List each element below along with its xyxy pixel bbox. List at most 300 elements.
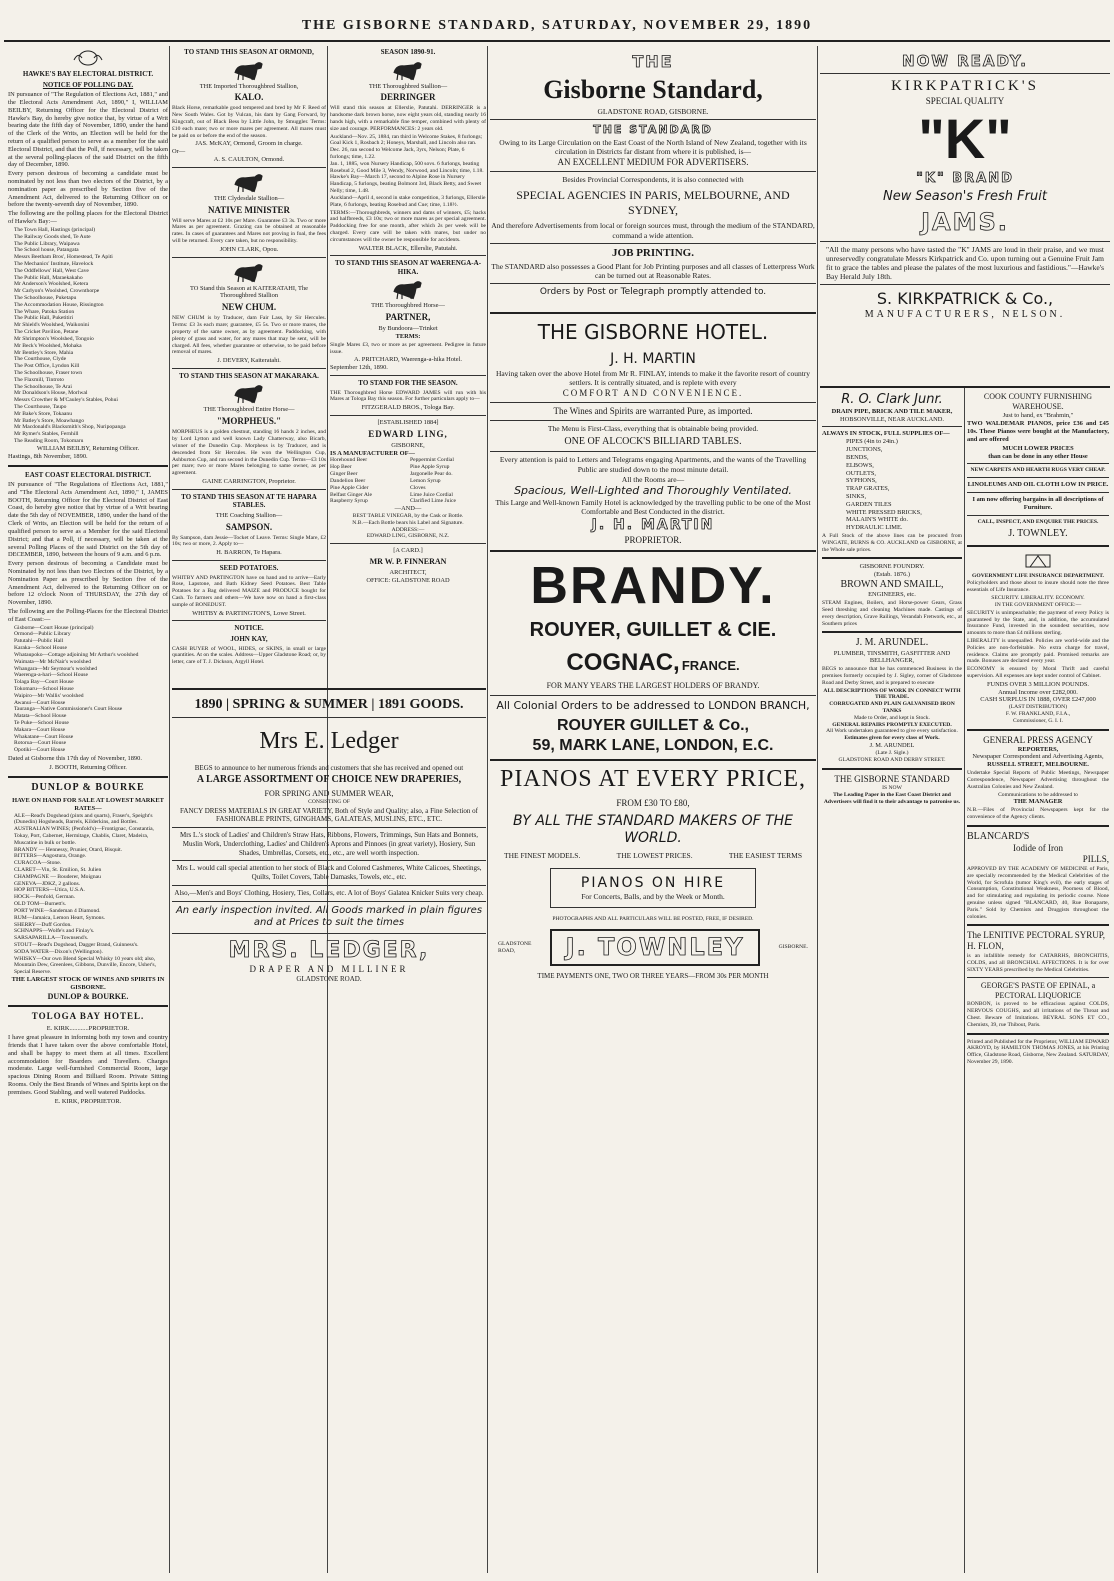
ledger-footer-role: DRAPER AND MILLINER (249, 964, 409, 975)
gpa-manager: THE MANAGER (1013, 798, 1063, 806)
hotel-spacious: Spacious, Well-Lighted and Thoroughly Ventilated. (514, 483, 792, 497)
notice-name: JOHN KAY, (230, 634, 268, 643)
mark-lane: 59, MARK LANE, LONDON, E.C. (532, 736, 774, 754)
divider (172, 167, 326, 168)
el-and: —AND— (394, 505, 422, 513)
dunlop-items (8, 813, 168, 977)
wine-item: SODA WATER—Dixon's (Wellington). (14, 948, 103, 955)
coat-of-arms-icon (68, 48, 108, 68)
stock-item: GARDEN TILES (846, 500, 892, 508)
polling-place: The Public Hall, Puketitiri (14, 315, 74, 322)
column-2 (172, 46, 326, 686)
race-record: Hawke's Bay—March 17, second to Alpine Rose in Nursery Handicap, 5 furlongs, beating Bolmont 3rd, Black Betty, and Sweet Nelly; time, 1.48. (330, 174, 482, 195)
stock-item: OUTLETS, (846, 469, 876, 477)
polling-place: Whataupoko—Cottage adjoining Mr Arthur's woolshed (14, 651, 139, 658)
product-item: Dandelion Beer (330, 477, 366, 484)
nc-name: NEW CHUM. (221, 302, 277, 313)
divider (490, 759, 816, 761)
hotel-billiard: ONE OF ALCOCK'S BILLIARD TABLES. (564, 436, 742, 448)
kirk-special: SPECIAL QUALITY (925, 95, 1005, 106)
column-4 (490, 46, 816, 1573)
masthead: THE GISBORNE STANDARD, SATURDAY, NOVEMBER 29, 1890 (301, 18, 813, 33)
standard-therefore: And therefore Advertisements from local or foreign sources must, through the medium of the STANDARD, command a wide attention. (491, 221, 815, 240)
column-5b (967, 392, 1109, 1573)
column-1 (8, 46, 168, 1573)
divider (820, 386, 1110, 388)
product-item: Horehound Beer (330, 457, 368, 464)
column-5-top (820, 46, 1110, 386)
divider (967, 477, 1109, 478)
gs-name: THE GISBORNE STANDARD (834, 773, 950, 784)
gov-sign: F. W. FRANKLAND, F.I.A., (1005, 711, 1071, 718)
par-head: TO STAND THIS SEASON AT WAERENGA-A-HIKA. (334, 259, 482, 276)
polling-place: Mr Donaldson's House, Morlwal (14, 390, 88, 397)
hotel-prop: PROPRIETOR. (624, 534, 682, 545)
gpa-street: RUSSELL STREET, MELBOURNE. (987, 761, 1089, 769)
product-item: Pine Apple Cider (330, 484, 369, 491)
divider (172, 257, 326, 258)
gs-body: The Leading Paper in the East Coast District and Advertisers will find it to their advantage to patronise us. (823, 792, 961, 806)
ledger-mens: Also,—Men's and Boys' Clothing, Hosiery, Ties, Collars, etc. A lot of Boys' Galatea Knicker Suits very cheap. (174, 888, 484, 897)
der-intro: THE Thoroughbred Stallion— (368, 82, 448, 90)
gov-liberality: LIBERALITY is unequalled. Policies are world-wide and the Policies are non-forfeitable. No extra charge for travel, residence. Claims are promptly paid. Promised remarks are made. Bonuses are declared every year. (967, 637, 1109, 665)
sam-sign: H. BARRON, Te Hapara. (216, 549, 282, 557)
product-item: Peppermint Cordial (410, 457, 454, 464)
orders-note: Orders by Post or Telegraph promptly attended to. (539, 287, 767, 298)
divider (172, 717, 486, 718)
polling-place: Ormond—Public Library (14, 631, 71, 638)
blancard-name: BLANCARD'S (967, 830, 1030, 842)
hb-title: HAWKE'S BAY ELECTORAL DISTRICT. (22, 70, 154, 78)
gpa-under: Undertake Special Reports of Public Meetings, Newspaper Correspondence, Newspaper Advertising throughout the Australian Colonies and New Zealand. (967, 770, 1109, 790)
par-name: PARTNER, (385, 312, 431, 323)
standard-address: GLADSTONE ROAD, GISBORNE. (597, 107, 709, 117)
polling-place: Waimata—Mr McNair's woolshed (14, 658, 91, 665)
wine-item: AUSTRALIAN WINES; (Penfold's)—Frontignac, Constantia, Tokay, Port, Cabernet, Hermitage, Chablis, Claret, Madeira, Muscatine in bulk or bottle. (14, 826, 154, 846)
kalo-head: TO STAND THIS SEASON AT ORMOND, (184, 48, 314, 56)
column-rule (964, 388, 965, 1573)
divider (967, 1033, 1109, 1035)
gpa-body: Newspaper Correspondent and Advertising Agents, (972, 753, 1104, 761)
wine-item: GENEVA—JDKZ, 2 gallons. (14, 880, 81, 887)
cc-name: COOK COUNTY FURNISHING WAREHOUSE. (983, 392, 1093, 411)
wine-item: OLD TOM—Burnett's. (14, 901, 67, 908)
divider (820, 73, 1110, 74)
wine-item: HOP BITTERS—Utica, U.S.A. (14, 887, 85, 894)
foundry-name: GISBORNE FOUNDRY. (859, 563, 925, 571)
hb-places-list (8, 227, 168, 445)
divider (172, 620, 326, 621)
divider (822, 768, 962, 770)
kalo-sign: JAS. McKAY, Ormond, Groom in charge. (195, 140, 303, 148)
lenitive-body: is an infallible remedy for CATARRHS, BRONCHITIS, COLDS, and all BRONCHIAL AFFECTIONS. It is for over SIXTY YEARS prescribed by the Medical Celebrities. (967, 953, 1109, 973)
polling-place: Mr Bentley's Store, Mahia (14, 349, 74, 356)
par-terms-heading: TERMS: (395, 333, 421, 341)
gov-sign-2: Commissioner, G. I. I. (1013, 717, 1063, 724)
kirk-brand: "K" BRAND (916, 170, 1014, 186)
polling-place: Mr Beck's Woolshed, Mohaka (14, 342, 82, 349)
polling-place: Opotiki—Court House (14, 747, 66, 754)
polling-place: Mr Carlyon's Woolshed, Crownthorpe (14, 288, 100, 295)
divider (490, 243, 816, 244)
polling-place: Messrs Crowther & M'Cauley's Stables, Pohui (14, 397, 118, 404)
divider (967, 463, 1109, 464)
townley-left-1: GLADSTONE (498, 940, 532, 947)
sam-name: SAMPSON. (225, 521, 273, 532)
polling-place: Mr Rymer's Stables, Fernhill (14, 431, 79, 438)
established: [ESTABLISHED 1884] (377, 419, 439, 427)
divider (490, 695, 816, 696)
polling-place: Awanui—Court House (14, 699, 66, 706)
divider (490, 550, 816, 552)
cc-new: NEW CARPETS AND HEARTH RUGS VERY CHEAP. (970, 467, 1106, 474)
column-rule (817, 46, 818, 1573)
hotel-sign: J. H. MARTIN (591, 517, 715, 534)
mph-intro: THE Thoroughbred Entire Horse— (203, 406, 295, 414)
hotel-ack: This Large and Well-known Family Hotel is acknowledged by the travelling public to be one of the Most Comfortable and Best Conducted in the district. (495, 498, 811, 517)
notice-body: CASH BUYER of WOOL, HIDES, or SKINS, in small or large quantities. At on the scales. Address—Upper Gladstone Road; or, by letter, care of T. J. Dickson, Argyll Hotel. (172, 645, 326, 666)
polling-place: The Schoolhouse, Fraser town (14, 369, 83, 376)
pianos-finest: THE FINEST MODELS. (504, 850, 581, 860)
wine-item: HOCK—Penfold, German. (14, 894, 76, 901)
pianos-title: PIANOS AT EVERY PRICE, (499, 766, 807, 793)
divider (172, 933, 486, 934)
product-item: Clarified Lime Juice (410, 498, 456, 505)
nm-body: Will serve Mares at £2 10s per Mare. Guarantee £3 3s. Two or more Mares as per agreement. Grazing can be obtained at reasonable rates. In cases of guarantees and Mares not proving in foal, the fees will be returned. Every care taken, but no responsibility. (172, 217, 326, 245)
el-products-left (330, 457, 406, 505)
par-terms: Single Mares £3, two or more as per agreement. Pedigree in future issue. (330, 341, 486, 355)
blancard-iodide: Iodide of Iron (1013, 842, 1063, 853)
product-item: Lime Juice Cordial (410, 491, 453, 498)
divider (490, 171, 816, 172)
hotel-attention: Every attention is paid to Letters and Telegrams engaging Apartments, and the wants of the Travelling Public are studied down to the most minute detail. (499, 455, 807, 474)
cc-just: Just to hand, ex "Brahmin," (1002, 411, 1074, 419)
wine-item: RUM—Jamaica, Lemon Heart, Symons. (14, 914, 106, 921)
blancard-pills: PILLS, (1082, 853, 1109, 864)
gov-income: Annual Income over £282,000. (998, 688, 1078, 696)
townley-time: TIME PAYMENTS ONE, TWO OR THREE YEARS—FROM 30s PER MONTH (537, 972, 769, 981)
kirk-quote: "All the many persons who have tasted the "K" JAMS are loud in their praise, and we must unreservedly congratulate Messrs Kirkpatrick and Co. upon turning out a Genuine Fruit Jam fit to grace the tables and please the palates of the most luxurious and fastidious."—Hawke's Bay Herald July 18th. (826, 244, 1104, 281)
par-date: September 12th, 1890. (330, 364, 388, 372)
product-item: Pine Apple Syrup (410, 464, 450, 471)
wine-item: CHAMPAGNE — Bouderer, Moignau (14, 873, 101, 880)
kalo-body: Black Horse, remarkable good tempered and bred by Mr F. Reed of New South Wales. Got by Vulcan, his dam by Gang Forward, by Kingcraft, out of Black Bess by Little John, by Smuggler. Terms: £10 each mare; two or more mares per agreement. All mares must be paid on or before the end of the season. (172, 105, 326, 139)
nc-intro: TO Stand this Season at KAITERATAHI, The Thoroughbred Stallion (190, 284, 308, 300)
arundel-name: J. M. ARUNDEL. (855, 637, 929, 649)
ec-body: IN pursuance of "The Regulations of Elections Act, 1881," and "The Electoral Acts Amendment Act, 1890," I, JAMES BOOTH, Returning Officer for the Electoral District of East Coast, do hereby give notice that by virtue of a Writ bearing date the 5th day of NOVEMBER, 1890, under the hand of the Clerk of Writs, an Election will be held for the return of a qualified person to serve as a Member for the said Electoral District; and that a Poll, if necessary, will be taken at the several Polling Places of the said District on the 5th day of DECEMBER, 1890, between the hours of 9 a.m. and 6 p.m. (8, 481, 168, 559)
ej-body: THE Thoroughbred Horse EDWARD JAMES will run with his Mares at Tologa Bay this season. For further particulars apply to— (330, 389, 486, 403)
el-products (330, 457, 486, 505)
hire-title: PIANOS ON HIRE (580, 874, 726, 891)
arundel-body: BEGS to announce that he has commenced Business in the premises formerly occupied by J. Sigley, corner of Gladstone Road and Derby Street, and is prepared to execute (822, 666, 962, 686)
polling-place: Gisborne—Court House (principal) (14, 624, 94, 631)
polling-place: Tauranga—Native Commissioner's Court House (14, 706, 123, 713)
standard-sub: THE STANDARD (593, 123, 713, 137)
polling-place: Makara—Court House (14, 726, 66, 733)
divider (172, 489, 326, 490)
hotel-rooms: All the Rooms are— (621, 474, 685, 484)
par-by: By Bundoora—Trinket (378, 325, 438, 333)
ec-places-intro: The following are the Polling-Places for the Electoral District of East Coast:— (8, 608, 168, 623)
cognac: COGNAC, (566, 648, 680, 676)
wine-item: WHISKY—Our own Blend Special Whisky 10 years old; also, Mountain Dew, Greenlees, Gibbons, Dunville, Encore, Usher's, Special Reserve. (14, 955, 157, 976)
hire-sub: For Concerts, Balls, and by the Week or Month. (581, 891, 725, 901)
standard-the: THE (632, 52, 674, 71)
divider (822, 426, 962, 427)
ledger-footer-addr: GLADSTONE ROAD. (296, 975, 362, 984)
polling-place: Mr Macdonald's Blacksmith's Shop, Nuripopanga (14, 424, 126, 431)
lenitive-name: The LENITIVE PECTORAL SYRUP, H. FLON, (967, 930, 1105, 952)
polling-place: Mr Bake's Store, Tokaanu (14, 410, 72, 417)
divider (967, 492, 1109, 493)
kalo-or: Or— (172, 148, 186, 156)
stock-item: WHITE PRESSED BRICKS, (846, 508, 922, 516)
cc-pianos: TWO WALDEMAR PIANOS, price £36 and £45 10s. These Pianos were bought at the Manufactory, and are offered (967, 420, 1109, 443)
clark-loc: HOBSONVILLE, NEAR AUCKLAND. (839, 415, 945, 423)
finneran-role: ARCHITECT, (389, 568, 427, 576)
clark-role: DRAIN PIPE, BRICK AND TILE MAKER, (831, 407, 953, 415)
ledger-season: 1890 | SPRING & SUMMER | 1891 GOODS. (194, 697, 464, 712)
tologa-title: TOLOGA BAY HOTEL. (31, 1011, 145, 1022)
arundel-iron: CORRUGATED AND PLAIN GALVANISED IRON TANKS (829, 701, 955, 715)
hotel-comfort: COMFORT AND CONVENIENCE. (562, 388, 744, 399)
product-item: Hop Beer (330, 464, 352, 471)
kirk-name: KIRKPATRICK'S (891, 78, 1039, 95)
sam-intro: THE Coaching Stallion— (215, 511, 283, 519)
wine-item: SCHNAPPS—Wolfe's and Finlay's. (14, 928, 95, 935)
divider (490, 402, 816, 403)
clark-name: R. O. Clark Junr. (841, 392, 943, 407)
stock-item: ELBOWS, (846, 461, 874, 469)
polling-place: Whangara—Mr Seymour's woolshed (14, 665, 98, 672)
stock-item: SYPHONS, (846, 477, 877, 485)
polling-place: Matata—School House (14, 713, 67, 720)
polling-place: Mr Anderson's Woolshed, Ketera (14, 281, 89, 288)
arundel-sign: J. M. ARUNDEL (869, 742, 915, 750)
hotel-owner: J. H. MARTIN (610, 350, 696, 367)
gov-in: IN THE GOVERNMENT OFFICE:— (994, 601, 1082, 608)
polling-place: Mr Shrimpton's Woolshed, Tongoio (14, 335, 94, 342)
dunlop-title: DUNLOP & BOURKE (31, 781, 145, 793)
foundry-body: STEAM Engines, Boilers, and Horse-power Gears, Grass Seed threshing and cleaning Machines made. Castings of every description, Grave Railings, Verandah Fretwork, etc., at Southern prices (822, 600, 962, 627)
polling-place: The Schoolhouse, Puketapu (14, 295, 77, 301)
divider (490, 451, 816, 452)
masthead-rule (4, 40, 1110, 42)
el-town: GISBORNE, (391, 441, 425, 449)
gov-three: SECURITY. LIBERALITY. ECONOMY. (991, 595, 1085, 602)
pianos-from: FROM £30 TO £80, (616, 797, 690, 808)
rouyer-name: ROUYER, GUILLET & CIE. (529, 618, 777, 641)
race-record: Auckland—Nov. 25, 1884, ran third in Welcome Stakes, 8 furlongs; Goal Kick 1, Rosbach 2; Honeys, Marshall, and Lincoln also ran. (330, 133, 483, 147)
divider (967, 729, 1109, 731)
arundel-all: ALL DESCRIPTIONS OF WORK IN CONNECT WITH THE TRADE. (823, 687, 961, 701)
kalo-name: KALO. (234, 92, 264, 103)
wine-item: CLARET—Vin, St. Emilion, St. Julien (14, 867, 102, 874)
horse-icon (390, 59, 426, 81)
largest-holders: FOR MANY YEARS THE LARGEST HOLDERS OF BRANDY. (546, 681, 760, 691)
polling-place: The Schoolhouse, Te Arai (14, 383, 72, 390)
divider (490, 119, 816, 120)
blancard-body: APPROVED BY THE ACADEMY OF MEDICINE of Paris, are specially recommended by the Medical Celebrities of the World, for Scrofula (tumor King's evil), the early stages of Consumption, Constitutional Weakness, Poorness of Blood, and for stimulating and regulating its periodic course. None genuine unless signed "BLANCARD, 40, Rue Bonaparte, Paris." Sold by Chemists and Druggists throughout the colonies. (967, 865, 1109, 920)
cc-than: than can be done in any other House (988, 452, 1088, 460)
par-intro: THE Thoroughbred Horse— (371, 302, 445, 310)
job-body: The STANDARD also possesses a Good Plant for Job Printing purposes and all classes of Letterpress Work can be turned out at Reasonable Rates. (491, 262, 815, 281)
divider (172, 885, 486, 886)
divider (820, 284, 1110, 285)
der-races (330, 134, 486, 209)
kalo-intro: THE Imported Thoroughbred Stallion, (199, 82, 299, 90)
polling-place: The Courthouse, Taupo (14, 404, 67, 410)
mph-name: "MORPHEUS." (216, 416, 282, 427)
hb-sign: WILLIAM BEILBY, Returning Officer. (36, 444, 140, 452)
divider (172, 860, 486, 861)
polling-place: Waipiro—Mr Wallis' woolshed (14, 692, 84, 699)
clark-always: ALWAYS IN STOCK, FULL SUPPLIES OF— (822, 430, 950, 438)
polling-place: The Post Office, Lyndon Kill (14, 363, 80, 370)
stock-item: TRAP GRATES, (846, 485, 890, 493)
kirk-co: S. KIRKPATRICK & Co., (876, 289, 1054, 309)
arundel-guarantee: All Work undertaken guaranteed to give every satisfaction. (826, 728, 958, 735)
kirk-k: "K" (918, 106, 1012, 170)
wine-item: PORT WINE—Sandeman 4 Diamond. (14, 907, 101, 914)
gov-funds: FUNDS OVER 3 MILLION POUNDS. (986, 680, 1090, 688)
standard-body: Owing to its Large Circulation on the East Coast of the North Island of New Zealand, together with its circulation in Districts far distant from where it is published, is— (499, 137, 807, 156)
divider (172, 901, 486, 902)
ec-sign: J. BOOTH, Returning Officer. (49, 763, 127, 771)
kirk-mfr: MANUFACTURERS, NELSON. (864, 308, 1066, 320)
card-label: [A CARD.] (393, 547, 423, 555)
stock-item: PIPES (4in to 24in.) (846, 438, 898, 446)
georges-body: BONBON, is proved to be efficacious against COLDS, NERVOUS COUGHS, and all irritations of the Throat and Chest. Beware of Imitations. BEYRAL SONS ET CO., Chemists, 39, rue Thibout, Paris. (967, 1001, 1109, 1028)
tologa-body: I have great pleasure in informing both my town and country friends that I have taken over the above comfortable Hotel, and shall be happy to meet them at all times. Excellent accommodation for Boarders and Travellers. Charges moderate. Large well-furnished Commercial Room, large spacious Dining Room and Billiard Room. Private Sitting Rooms. Only the Best Brands of Wines and Spirits kept on the premises. Good Stabling, and well watered Paddocks. (8, 1034, 168, 1096)
georges-name: GEORGE'S PASTE OF EPINAL, a PECTORAL LIQUORICE (980, 980, 1096, 1000)
arundel-late: (Late J. Sigle.) (875, 749, 909, 756)
par-sign: A. PRITCHARD, Waerenga-a-hika Hotel. (354, 356, 462, 364)
nc-body: NEW CHUM is by Traducer, dam Fair Lass, by Sir Hercules. Terms: £3 3s each mare; guarantee, £5 5s. Two or more mares, the property of the same owner, as by agreement. Paddocking, with plenty of grass and water, for any mares that may be sent, will be charged. All fees, whether guarantee or otherwise, to be paid before removal of mares. (172, 315, 326, 356)
imprint: Printed and Published for the Proprietor, WILLIAM EDWARD AKROYD, by HAMILTON THOMAS JONES, at his Printing Office, Gladstone Road, Gisborne, New Zealand. SATURDAY, November 29, 1890. (967, 1038, 1109, 1065)
divider (967, 977, 1109, 978)
hotel-title: THE GISBORNE HOTEL. (537, 320, 769, 345)
der-head: SEASON 1890-91. (380, 48, 436, 56)
colonial-orders: All Colonial Orders to be addressed to LONDON BRANCH, (496, 698, 810, 712)
townley-left (498, 941, 531, 955)
divider (822, 631, 962, 633)
polling-place: The Flaxmill, Tintroto (14, 376, 64, 383)
el-address: EDWARD LING, GISBORNE, N.Z. (366, 533, 450, 540)
divider (330, 415, 486, 416)
product-item: Ginger Beer (330, 471, 358, 478)
divider (172, 560, 326, 561)
polling-place: The Reading Room, Tokomaru (14, 438, 84, 445)
divider (330, 255, 486, 256)
divider (330, 375, 486, 376)
polling-place: The Courthouse, Clyde (14, 356, 67, 363)
townley-right: GISBORNE. (778, 944, 808, 951)
townley-row (490, 929, 816, 966)
divider (820, 241, 1110, 242)
rouyer-co: ROUYER GUILLET & Co., (557, 717, 749, 735)
polling-place: The Oddfellows' Hall, West Cave (14, 267, 89, 274)
wine-item: SHERRY—Duff Gordon. (14, 921, 72, 928)
polling-place: The Whare, Patoka Station (14, 308, 75, 315)
gs-now: IS NOW (882, 784, 902, 791)
ec-title: EAST COAST ELECTORAL DISTRICT. (25, 470, 151, 479)
mph-sign: GAINE CARRINGTON, Proprietor. (202, 477, 296, 485)
el-products-right (410, 457, 486, 505)
ledger-consisting: CONSISTING OF (308, 798, 350, 805)
ledger-heading: A LARGE ASSORTMENT OF CHOICE NEW DRAPERIES, (196, 774, 462, 786)
kirk-jams: JAMS. (921, 208, 1009, 237)
gpa-reporters: REPORTERS, (1017, 745, 1059, 753)
government-crest-icon (1018, 551, 1058, 571)
el-address-heading: ADDRESS:— (391, 526, 425, 533)
ec-body-2: Every person desirous of becoming a Candidate must be Nominated by not less than two Electors of the District, by a Nomination Paper as prescribed by Section five of the Amendment Act, delivered to the Returning Officer on or before 12 o'clock Noon of THURSDAY, the 27th day of November, 1890. (8, 560, 168, 607)
gov-note: Policyholders and those about to insure should note the three essentials of Life Insurance. (967, 580, 1109, 594)
polling-place: Mr Shield's Woolshed, Waikonini (14, 322, 90, 329)
polling-place: The Town Hall, Hastings (principal) (14, 226, 96, 233)
brandy-title: BRANDY. (530, 556, 776, 615)
standard-title: Gisborne Standard, (543, 74, 763, 104)
horse-icon (231, 59, 267, 81)
polling-place: The Cricket Pavilion, Petane (14, 329, 79, 336)
polling-place: Whakatane—Court House (14, 733, 74, 740)
arundel-estimates: Estimates given for every class of Work. (844, 735, 940, 742)
cc-lino: LINOLEUMS AND OIL CLOTH LOW IN PRICE. (967, 481, 1109, 489)
wine-item: CURACOA—Stone. (14, 860, 62, 867)
ec-dated: Dated at Gisborne this 17th day of November, 1890. (8, 755, 142, 763)
polling-place: The School house, Patangata (14, 247, 79, 254)
townley-left-2: ROAD, (498, 947, 516, 954)
der-sign: WALTER BLACK, Ellerslie, Patutahi. (358, 244, 458, 252)
mph-head: TO STAND THIS SEASON AT MAKARAKA. (179, 371, 319, 380)
horse-icon (231, 171, 267, 193)
dunlop-footer-1: THE LARGEST STOCK OF WINES AND SPIRITS IN GISBORNE. (11, 976, 165, 991)
el-vinegar: BEST TABLE VINEGAR, by the Cask or Bottle. (352, 512, 464, 519)
standard-medium: AN EXCELLENT MEDIUM FOR ADVERTISERS. (557, 157, 749, 168)
product-item: Raspberry Syrup (330, 498, 368, 505)
hotel-menu: The Menu is First-Class, everything that is obtainable being provided. (547, 424, 759, 434)
mph-body: MORPHEUS is a golden chestnut, standing 16 hands 2 inches, and by Lord Lytton and well known Lady Chatterway, also Bicarb, winner of the Dunedin Cup. Morpheus is by Traducer, and is descended from Sir Hercules. He won the Wellington Cup, Ashburton Cup, and ran second in the Dunedin Cup. Terms—£3 10s per mare; two or more Mares belonging to same owner, as per agreement. (172, 429, 326, 477)
clark-items (822, 438, 962, 532)
stock-item: BENDS, (846, 453, 869, 461)
sam-head: TO STAND THIS SEASON AT TE HAPARA STABLES. (181, 492, 317, 510)
der-terms: TERMS:—Thoroughbreds, winners and dams of winners, £5; hacks and halfbreeds, £3 10s; two or more mares as per special agreement. Paddocking free for one month, after which 2s per week will be charged. Every care will be taken with mares, but under no circumstances will the owner be responsible for accidents. (330, 209, 486, 243)
polling-place: Patutahi—Public Hall (14, 638, 64, 645)
dunlop-intro: HAVE ON HAND FOR SALE AT LOWEST MARKET RATES— (12, 796, 164, 812)
job-title: JOB PRINTING. (612, 246, 694, 259)
race-record: Dec. 26, ran second to Welcome Jack, 3yrs, Nelson; Plate, 6 furlongs; time, 1.22. (330, 147, 465, 160)
wine-item: SARSAPARILLA—Townsend's. (14, 935, 89, 942)
tologa-sign: E. KIRK, PROPRIETOR. (54, 1097, 122, 1105)
hotel-body: Having taken over the above Hotel from Mr R. FINLAY, intends to make it the favorite resort of country settlers. It is centrally situated, and is replete with every (495, 368, 811, 387)
polling-place: Karaka—School House (14, 645, 67, 652)
polling-place: The Railway Goods shed, Te Aute (14, 233, 91, 240)
ledger-fancy: FANCY DRESS MATERIALS IN GREAT VARIETY, Both of Style and Quality; also, a Fine Selection of FASHIONABLE PRINTS, GINGHAMS, GALATEAS, MUSLINS, ETC., ETC. (180, 806, 478, 824)
el-name: EDWARD LING, (368, 428, 448, 439)
wine-item: ALE—Read's Dogshead (pints and quarts), Fraser's, Speight's (Dunedin) Hogsheads, Barrels, Kilderkins, and Bottles. (14, 812, 153, 826)
sam-body: By Sampson, dam Jessie—Tocket of Leave. Terms: Single Mare, £2 10s; two or more, 2. Apply to— (172, 534, 326, 548)
standard-agencies: SPECIAL AGENCIES IN PARIS, MELBOURNE, AND SYDNEY, (516, 188, 790, 217)
arundel-addr: GLADSTONE ROAD AND DERBY STREET. (838, 756, 946, 763)
polling-place: Tolaga Bay—Court House (14, 679, 74, 686)
ledger-inspection: An early inspection invited. All Goods marked in plain figures and at Prices to suit the times (175, 904, 483, 929)
polling-place: The Accommodation House, Rissington (14, 301, 104, 308)
wine-item: BRANDY — Hennessy, Prunier, Otard, Bisquit. (14, 846, 123, 853)
gov-title: GOVERNMENT LIFE INSURANCE DEPARTMENT. (972, 572, 1104, 579)
horse-icon (231, 261, 267, 283)
cc-call: CALL, INSPECT, AND ENQUIRE THE PRICES. (977, 518, 1099, 525)
gov-economy: ECONOMY is ensured by Moral Thrift and careful supervision. All expenses are kept under control of Cabinet. (967, 666, 1109, 679)
